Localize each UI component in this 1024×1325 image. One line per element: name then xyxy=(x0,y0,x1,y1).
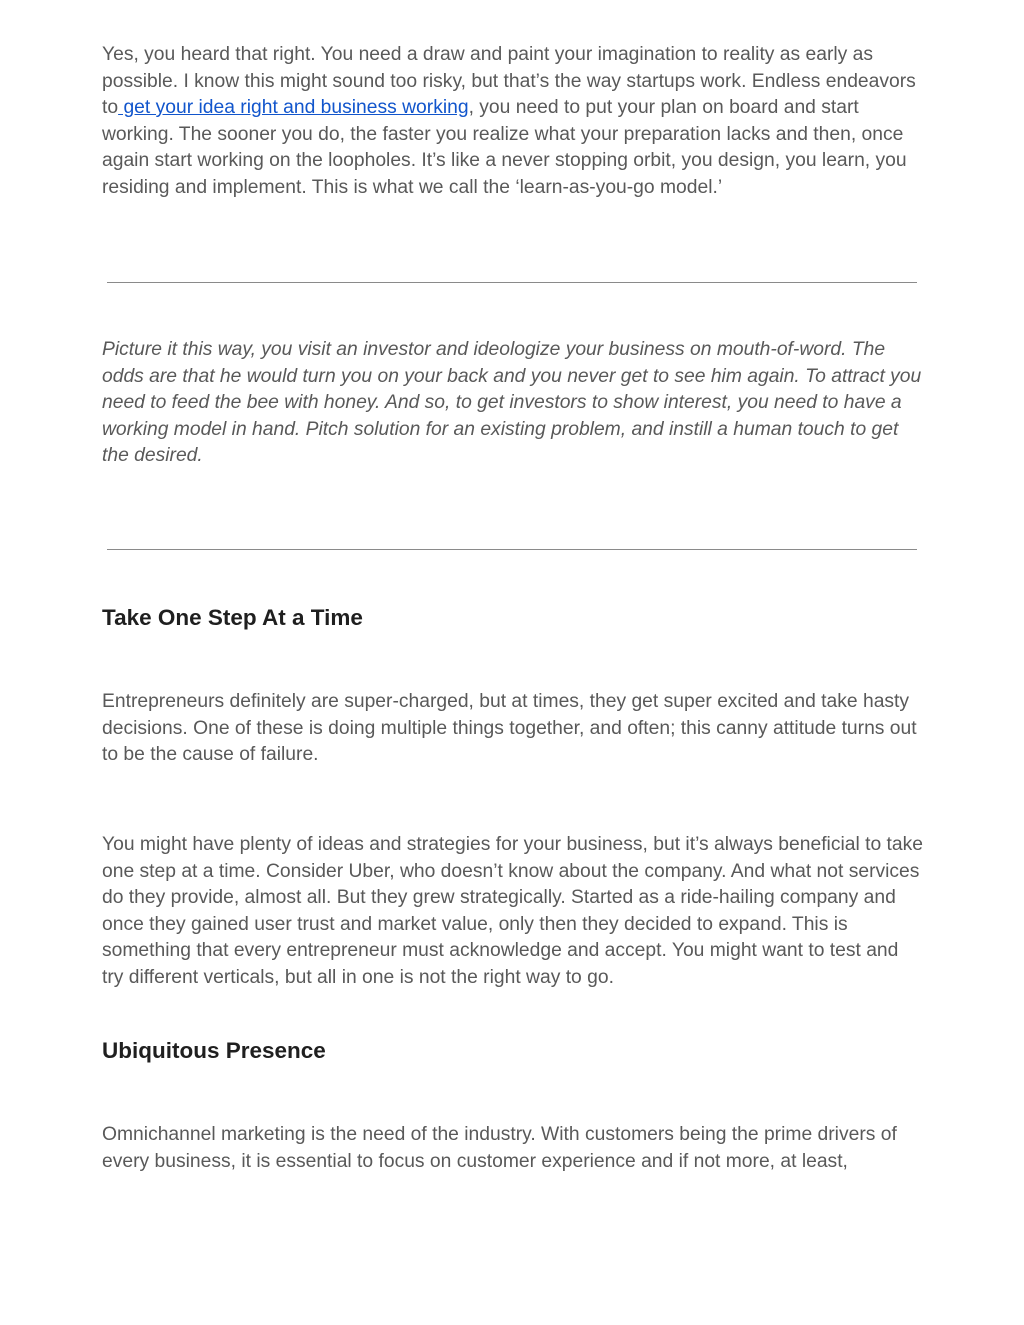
document-page xyxy=(102,42,924,1172)
idea-business-link[interactable]: get your idea right and business working xyxy=(118,97,469,118)
intro-text-after: , you need to put your plan on board and start working. The sooner you do, the faster you realize what your preparation lacks and then, once again start working on the loopholes. It’s like a never stopping orbit, you design, you learn, you residing and implement. This is what we call the ‘learn-as-you-go model.’ xyxy=(102,97,907,198)
horizontal-divider xyxy=(107,282,917,283)
heading-ubiquitous-presence: Ubiquitous Presence xyxy=(102,1038,326,1063)
heading-take-one-step: Take One Step At a Time xyxy=(102,605,363,630)
paragraph: You might have plenty of ideas and strategies for your business, but it’s always beneficial to take one step at a time. Consider Uber, who doesn’t know about the company. And what not services do they provide, almost all. But they grew strategically. Started as a ride-hailing company and once they gained user trust and market value, only then they decided to expand. This is something that every entrepreneur must acknowledge and accept. You might want to test and try different verticals, but all in one is not the right way to go. xyxy=(102,834,924,988)
paragraph: Entrepreneurs definitely are super-charged, but at times, they get super excited and take hasty decisions. One of these is doing multiple things together, and often; this canny attitude turns out to be the cause of failure. xyxy=(102,691,917,765)
intro-text-before: Yes, you heard that right. You need a draw and paint your imagination to reality as early as possible. I know this might sound too risky, but that’s the way startups work. Endless endeavors to xyxy=(102,44,916,118)
horizontal-divider xyxy=(107,549,917,550)
paragraph: Omnichannel marketing is the need of the industry. With customers being the prime drivers of every business, it is essential to focus on customer experience and if not more, at least, xyxy=(102,1124,897,1172)
italic-quote-paragraph: Picture it this way, you visit an investor and ideologize your business on mouth-of-word. The odds are that he would turn you on your back and you never get to see him again. To attract you need to feed the bee with honey. And so, to get investors to show interest, you need to have a working model in hand. Pitch solution for an existing problem, and instill a human touch to get the desired. xyxy=(102,339,922,466)
intro-paragraph xyxy=(102,42,924,201)
